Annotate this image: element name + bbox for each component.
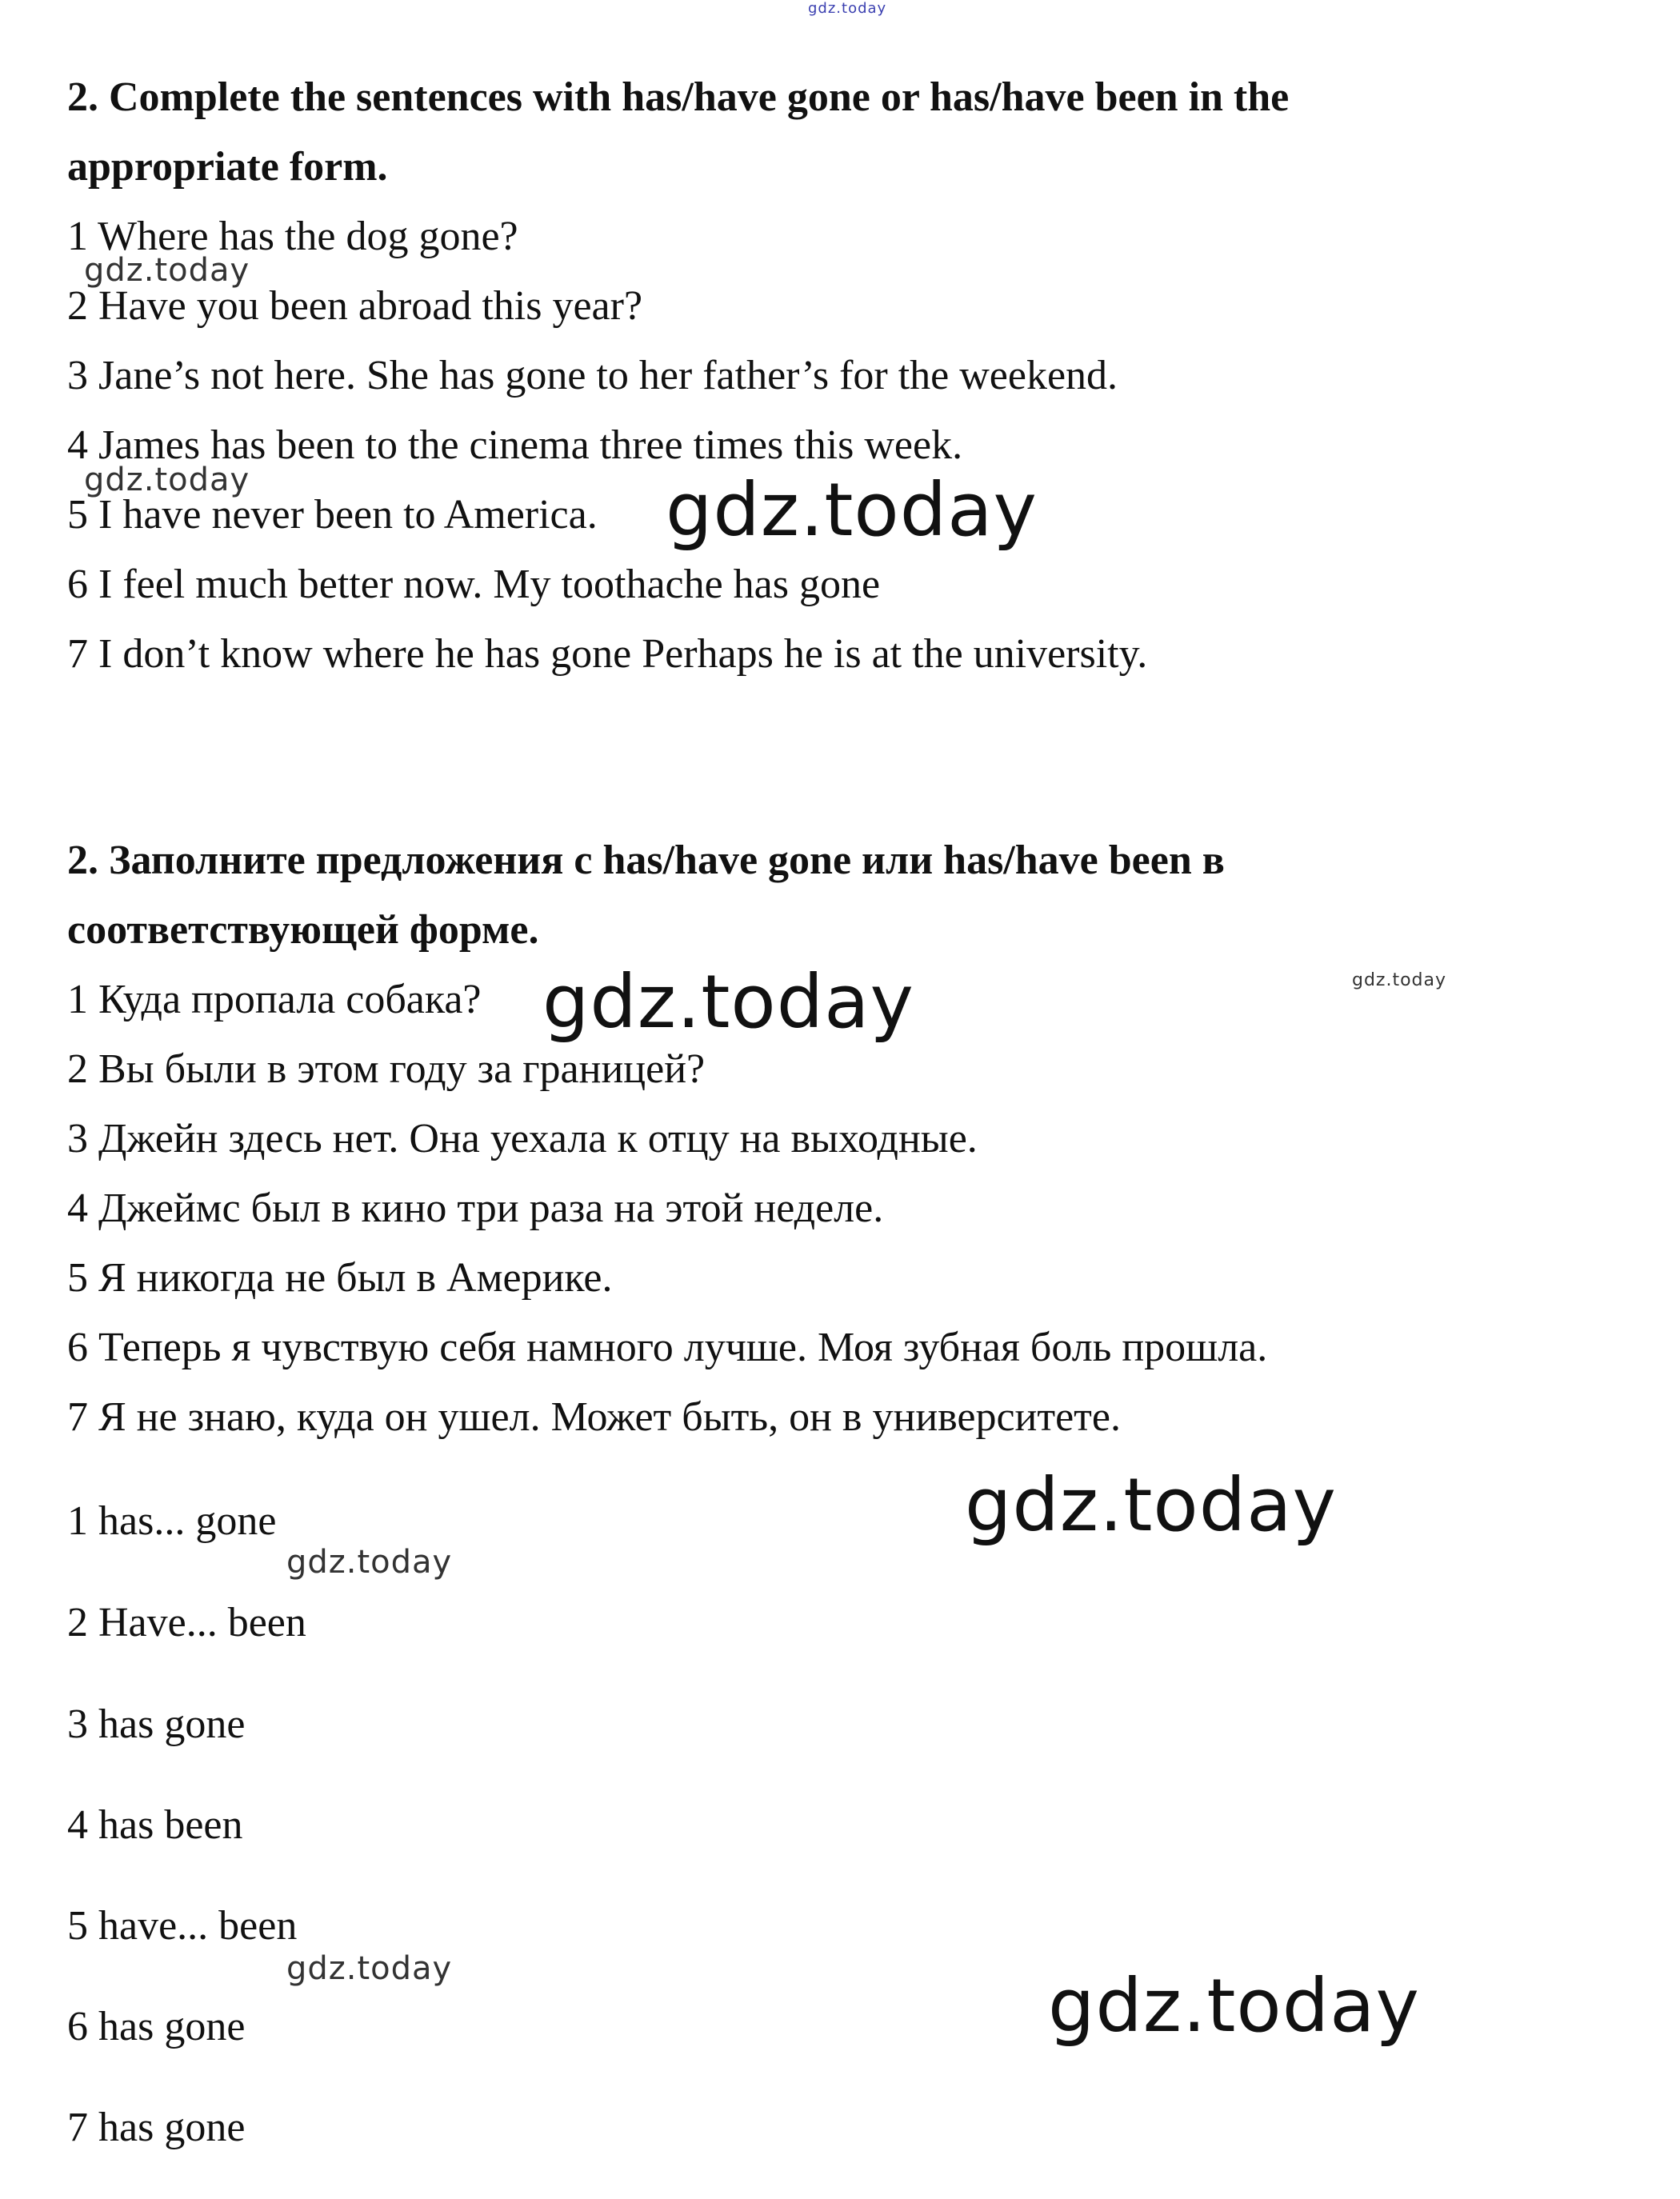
english-sentence-5: 5 I have never been to America.	[67, 492, 598, 538]
watermark-2: gdz.today	[84, 462, 250, 498]
answer-1: 1 has... gone	[67, 1498, 277, 1544]
watermark-9: gdz.today	[1048, 1963, 1420, 2049]
russian-heading-line-1: 2. Заполните предложения с has/have gone или has/have been в	[67, 838, 1225, 883]
russian-sentence-2: 2 Вы были в этом году за границей?	[67, 1046, 706, 1092]
russian-sentence-1: 1 Куда пропала собака?	[67, 977, 482, 1022]
english-sentence-4: 4 James has been to the cinema three times this week.	[67, 422, 963, 468]
answer-5: 5 have... been	[67, 1903, 298, 1949]
watermark-4: gdz.today	[1352, 970, 1447, 990]
answer-3: 3 has gone	[67, 1701, 246, 1747]
english-heading-line-2: appropriate form.	[67, 144, 388, 190]
answer-6: 6 has gone	[67, 2004, 246, 2049]
russian-sentence-3: 3 Джейн здесь нет. Она уехала к отцу на выходные.	[67, 1116, 978, 1161]
watermark-3: gdz.today	[666, 467, 1038, 553]
english-sentence-3: 3 Jane’s not here. She has gone to her father’s for the weekend.	[67, 353, 1118, 398]
english-sentence-6: 6 I feel much better now. My toothache has gone	[67, 562, 881, 607]
answer-7: 7 has gone	[67, 2105, 246, 2150]
english-sentence-1: 1 Where has the dog gone?	[67, 214, 518, 259]
russian-sentence-7: 7 Я не знаю, куда он ушел. Может быть, он в университете.	[67, 1394, 1121, 1440]
english-heading-line-1: 2. Complete the sentences with has/have gone or has/have been in the	[67, 74, 1290, 120]
watermark-1: gdz.today	[84, 252, 250, 289]
watermark-top: gdz.today	[808, 0, 887, 17]
russian-sentence-5: 5 Я никогда не был в Америке.	[67, 1255, 613, 1301]
russian-heading-line-2: соответствующей форме.	[67, 907, 539, 953]
watermark-8: gdz.today	[286, 1950, 453, 1987]
russian-sentence-4: 4 Джеймс был в кино три раза на этой неделе.	[67, 1185, 884, 1231]
watermark-5: gdz.today	[542, 959, 914, 1045]
russian-sentence-6: 6 Теперь я чувствую себя намного лучше. Моя зубная боль прошла.	[67, 1325, 1268, 1370]
watermark-7: gdz.today	[286, 1544, 453, 1581]
answer-2: 2 Have... been	[67, 1600, 306, 1645]
watermark-6: gdz.today	[965, 1462, 1337, 1548]
english-sentence-2: 2 Have you been abroad this year?	[67, 283, 643, 329]
answer-4: 4 has been	[67, 1802, 243, 1848]
english-sentence-7: 7 I don’t know where he has gone Perhaps he is at the university.	[67, 631, 1148, 677]
